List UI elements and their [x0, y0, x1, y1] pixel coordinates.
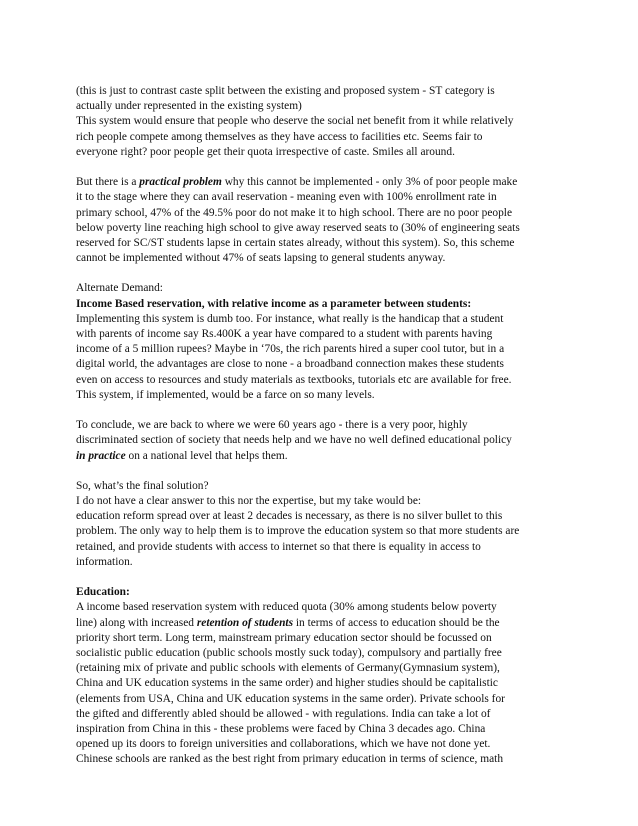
education-heading: Education: [76, 586, 130, 599]
body-line: with parents of income say Rs.400K a year have compared to a student with parents having [76, 328, 493, 340]
body-line: even on access to resources and study materials as textbooks, tutorials etc are available for free. [76, 373, 512, 386]
body-line: problem. The only way to help them is to improve the education system so that more students are [76, 525, 520, 538]
body-line: This system would ensure that people who deserve the social net benefit from it while relatively [76, 115, 514, 128]
body-line: A income based reservation system with reduced quota (30% among students below poverty [76, 601, 497, 614]
emphasis-practical-problem: practical problem [139, 176, 222, 189]
body-line: the gifted and differently abled should be allowed - with regulations. India can take a lot of [76, 707, 491, 720]
body-line: rich people compete among themselves as they have access to facilities etc. Seems fair to [76, 130, 483, 143]
paragraph-gap [76, 464, 572, 479]
paragraph-gap [76, 266, 572, 281]
text-run: why this cannot be implemented - only 3% of poor people make [221, 176, 518, 189]
body-line: actually under represented in the existing system) [76, 100, 302, 113]
body-line: priority short term. Long term, mainstream primary education sector should be focussed on [76, 631, 492, 644]
body-line: (this is just to contrast caste split between the existing and proposed system - ST category is [76, 85, 495, 97]
body-line: So, what’s the final solution? [76, 479, 209, 492]
text-run: in terms of access to education should be the [293, 616, 500, 629]
body-line: everyone right? poor people get their quota irrespective of caste. Smiles all around. [76, 145, 455, 158]
body-line: retained, and provide students with access to internet so that there is equality in access to [76, 540, 481, 553]
body-line: digital world, the advantages are close to none - a broadband connection makes these students [76, 358, 504, 371]
body-line: (retaining mix of private and public schools with elements of Germany(Gymnasium system), [76, 662, 500, 675]
text-run: But there is a [76, 176, 140, 189]
paragraph-gap [76, 570, 572, 585]
body-line [76, 449, 572, 464]
body-line: China and UK education systems in the same order) and higher studies should be capitalistic [76, 677, 498, 690]
body-line: I do not have a clear answer to this nor the expertise, but my take would be: [76, 495, 422, 508]
body-line: income of a 5 million rupees? Maybe in ‘70s, the rich parents hired a super cool tutor, but in a [76, 343, 505, 356]
body-line: education reform spread over at least 2 decades is necessary, as there is no silver bullet to this [76, 510, 503, 523]
emphasis-in-practice: in practice [76, 449, 126, 462]
document-body [76, 84, 572, 767]
income-based-heading: Income Based reservation, with relative income as a parameter between students: [76, 297, 472, 310]
body-line: opened up its doors to foreign universities and collaborations, which we have not done yet. [76, 738, 491, 751]
body-line: it to the stage where they can avail reservation - meaning even with 100% enrollment rate in [76, 191, 497, 204]
body-line: information. [76, 555, 133, 568]
body-line: reserved for SC/ST students lapse in certain states already, without this system). So, this scheme [76, 236, 515, 249]
paragraph-gap [76, 403, 572, 418]
body-line: Chinese schools are ranked as the best right from primary education in terms of science, math [76, 753, 504, 766]
emphasis-retention-of-students: retention of students [196, 616, 294, 629]
body-line: cannot be implemented without 47% of seats lapsing to general students anyway. [76, 252, 446, 265]
body-line [76, 616, 572, 631]
text-run: line) along with increased [76, 616, 197, 629]
body-line: inspiration from China in this - these problems were faced by China 3 decades ago. China [76, 722, 486, 735]
body-line [76, 175, 572, 190]
alternate-demand-label: Alternate Demand: [76, 282, 163, 295]
body-line: Implementing this system is dumb too. For instance, what really is the handicap that a student [76, 312, 504, 325]
body-line: primary school, 47% of the 49.5% poor do not make it to high school. There are no poor people [76, 206, 513, 219]
body-line: This system, if implemented, would be a farce on so many levels. [76, 388, 375, 401]
body-line: discriminated section of society that needs help and we have no well defined educational policy [76, 434, 512, 447]
body-line: (elements from USA, China and UK education systems in the same order). Private schools for [76, 692, 505, 705]
body-line: socialistic public education (public schools mostly suck today), compulsory and partially free [76, 646, 502, 659]
body-line: below poverty line reaching high school to give away reserved seats to (30% of engineering seats [76, 221, 520, 234]
paragraph-gap [76, 160, 572, 175]
body-line: To conclude, we are back to where we were 60 years ago - there is a very poor, highly [76, 419, 468, 432]
text-run: on a national level that helps them. [125, 449, 288, 462]
